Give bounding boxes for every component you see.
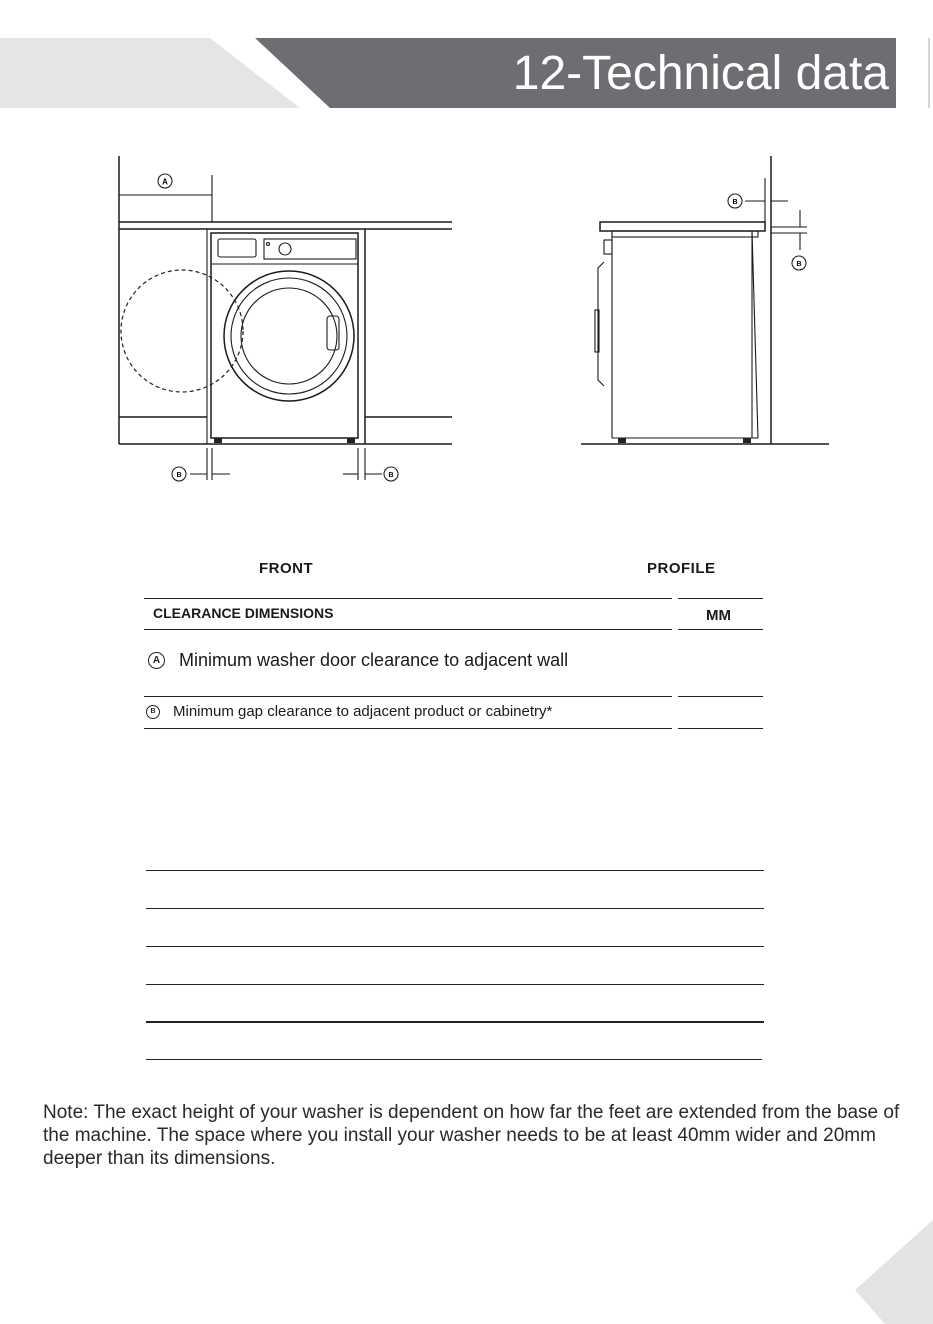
empty-table-rule — [146, 984, 764, 985]
profile-view-label: PROFILE — [647, 560, 716, 577]
table-rule — [144, 598, 672, 599]
header-edge — [928, 38, 930, 108]
row-marker-b: B — [146, 705, 160, 719]
page-corner-tab — [855, 1220, 933, 1324]
page-title: 12-Technical data — [512, 47, 889, 100]
marker-b-front-left — [172, 467, 186, 481]
row-label: Minimum washer door clearance to adjacent wall — [179, 650, 569, 670]
marker-b-front-right — [384, 467, 398, 481]
empty-table-rule — [146, 908, 764, 909]
installation-note: Note: The exact height of your washer is dependent on how far the feet are extended from the base of the machine. The space where you install your washer needs to be at least 40mm wider and 20mm deeper than its dimensions. — [43, 1102, 900, 1169]
table-heading: CLEARANCE DIMENSIONS — [153, 605, 334, 621]
front-view-label: FRONT — [259, 560, 314, 577]
table-rule — [678, 728, 763, 729]
svg-text:B: B — [388, 472, 394, 479]
marker-a-front — [158, 174, 172, 188]
clearance-diagram — [0, 140, 933, 520]
table-rule — [678, 629, 763, 630]
empty-table-rule — [146, 1021, 764, 1023]
row-marker-a: A — [148, 652, 165, 669]
svg-text:B: B — [732, 199, 738, 206]
front-view-drawing — [119, 156, 452, 481]
table-rule — [144, 696, 672, 697]
table-rule — [144, 629, 672, 630]
row-label: Minimum gap clearance to adjacent product or cabinetry* — [173, 703, 553, 720]
table-rule — [678, 696, 763, 697]
header-band-light — [0, 38, 300, 108]
svg-text:A: A — [162, 177, 168, 187]
table-row — [148, 650, 568, 671]
marker-b-profile-top — [728, 194, 742, 208]
table-rule — [678, 598, 763, 599]
profile-view-drawing — [581, 156, 829, 444]
unit-heading: MM — [706, 607, 731, 624]
svg-text:B: B — [176, 472, 182, 479]
table-rule — [144, 728, 672, 729]
empty-table-rule — [146, 870, 764, 871]
empty-table-rule — [146, 946, 764, 947]
marker-b-profile-side — [792, 256, 806, 270]
svg-text:B: B — [796, 261, 802, 268]
table-row — [146, 703, 552, 720]
empty-table-rule — [146, 1059, 762, 1060]
